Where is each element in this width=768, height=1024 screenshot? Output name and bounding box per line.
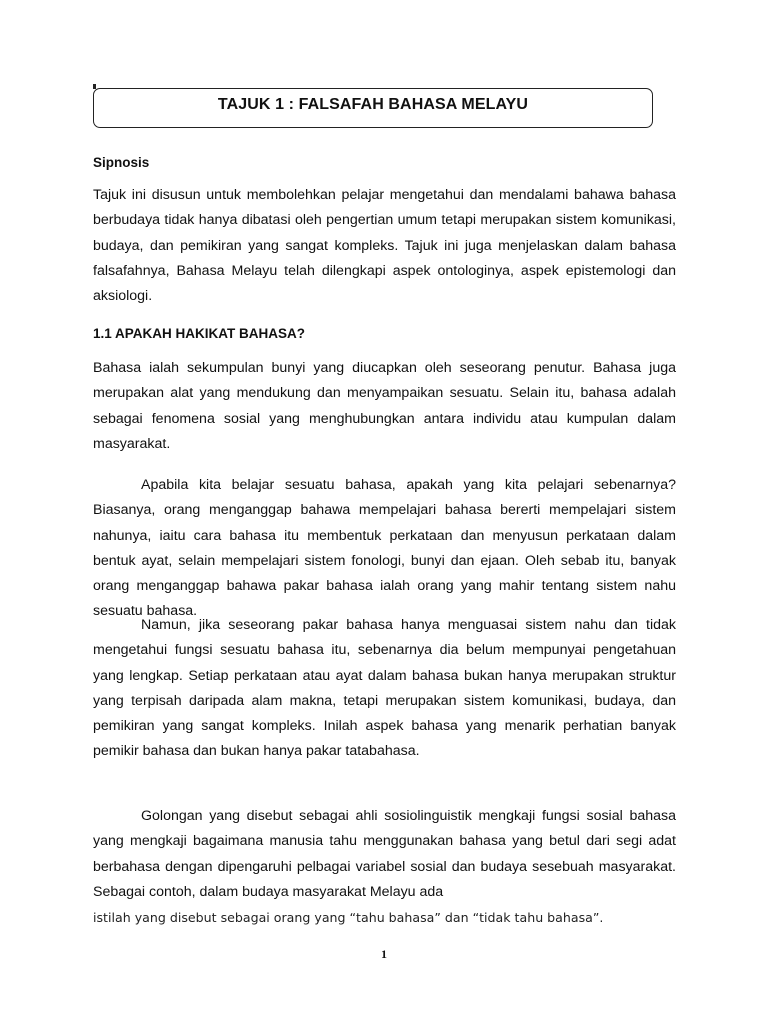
body-paragraph-3: Namun, jika seseorang pakar bahasa hanya menguasai sistem nahu dan tidak mengetahui fungsi sesuatu bahasa itu, sebenarnya dia belum mempunyai pengetahuan yang lengkap. Setiap perkataan atau ayat dalam bahasa bukan hanya merupakan struktur yang terpisah daripada alam makna, tetapi merupakan sistem komunikasi, budaya, dan pemikiran yang sangat kompleks. Inilah aspek bahasa yang menarik perhatian banyak pemikir bahasa dan bukan hanya pakar tatabahasa. bbox=[93, 617, 676, 760]
page-number: 1 bbox=[381, 947, 387, 961]
sipnosis-heading: Sipnosis bbox=[93, 155, 150, 170]
body-paragraph-2: Apabila kita belajar sesuatu bahasa, apakah yang kita pelajari sebenarnya? Biasanya, orang menganggap bahawa mempelajari bahasa bererti mempelajari sistem nahunya, iaitu cara bahasa itu membentuk perkataan dan menyusun perkataan dalam bentuk ayat, selain mempelajari sistem fonologi, bunyi dan ejaan. Oleh sebab itu, banyak orang menganggap bahawa pakar bahasa ialah orang yang mahir tentang sistem nahu sesuatu bahasa. bbox=[93, 477, 676, 620]
page-title: TAJUK 1 : FALSAFAH BAHASA MELAYU bbox=[217, 96, 529, 113]
section-heading: 1.1 APAKAH HAKIKAT BAHASA? bbox=[93, 326, 306, 341]
sipnosis-paragraph: Tajuk ini disusun untuk membolehkan pelajar mengetahui dan mendalami bahawa bahasa berbudaya tidak hanya dibatasi oleh pengertian umum tetapi merupakan sistem komunikasi, budaya, dan pemikiran yang sangat kompleks. Tajuk ini juga menjelaskan dalam bahasa falsafahnya, Bahasa Melayu telah dilengkapi aspek ontologinya, aspek epistemologi dan aksiologi. bbox=[93, 187, 676, 305]
body-paragraph-4: Golongan yang disebut sebagai ahli sosiolinguistik mengkaji fungsi sosial bahasa yang mengkaji bagaimana manusia tahu menggunakan bahasa yang betul dari segi adat berbahasa dengan dipengaruhi pelbagai variabel sosial dan budaya sesebuah masyarakat. Sebagai contoh, dalam budaya masyarakat Melayu ada bbox=[93, 808, 676, 900]
title-box bbox=[93, 88, 653, 128]
body-paragraph-1: Bahasa ialah sekumpulan bunyi yang diucapkan oleh seseorang penutur. Bahasa juga merupakan alat yang mendukung dan menyampaikan sesuatu. Selain itu, bahasa adalah sebagai fenomena sosial yang menghubungkan antara individu atau kumpulan dalam masyarakat. bbox=[93, 360, 676, 452]
body-paragraph-4-last-line: istilah yang disebut sebagai orang yang “tahu bahasa” dan “tidak tahu bahasa”. bbox=[93, 910, 604, 925]
